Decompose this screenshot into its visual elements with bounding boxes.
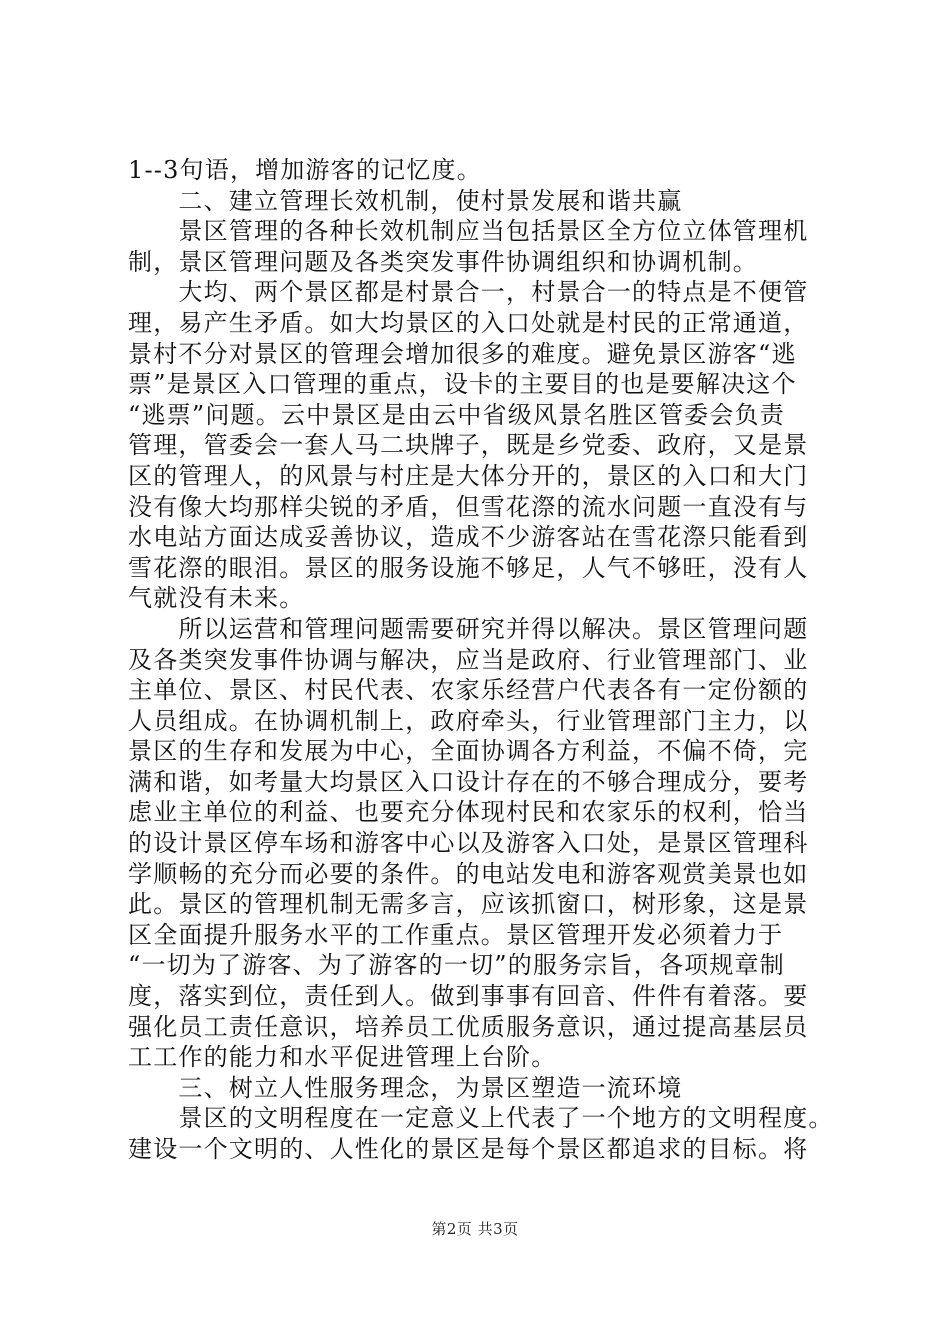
- text-line: 大均、两个景区都是村景合一，村景合一的特点是不便管: [128, 278, 809, 307]
- text-line: 强化员工责任意识，培养员工优质服务意识，通过提高基层员: [128, 1012, 809, 1041]
- text-line: 票”是景区入口管理的重点，设卡的主要目的也是要解决这个: [128, 370, 797, 399]
- text-line: 制，景区管理问题及各类突发事件协调组织和协调机制。: [128, 247, 758, 276]
- text-line: 水电站方面达成妥善协议，造成不少游客站在雪花漈只能看到: [128, 523, 809, 552]
- text-line: 人员组成。在协调机制上，政府牵头，行业管理部门主力，以: [128, 706, 809, 735]
- page-number: 第2页 共3页: [431, 1220, 519, 1238]
- text-line: 区的管理人，的风景与村庄是大体分开的，景区的入口和大门: [128, 461, 809, 490]
- text-line: 主单位、景区、村民代表、农家乐经营户代表各有一定份额的: [128, 676, 809, 705]
- text-line: 建设一个文明的、人性化的景区是每个景区都追求的目标。将: [128, 1135, 809, 1163]
- text-line: 理，易产生矛盾。如大均景区的入口处就是村民的正常通道，: [128, 308, 809, 337]
- page-footer: [0, 1219, 950, 1239]
- text-line: 及各类突发事件协调与解决，应当是政府、行业管理部门、业: [128, 645, 809, 674]
- text-line: “逃票”问题。云中景区是由云中省级风景名胜区管委会负责: [128, 400, 785, 429]
- text-line: 景村不分对景区的管理会增加很多的难度。避免景区游客“逃: [128, 339, 797, 368]
- text-line: 景区的生存和发展为中心，全面协调各方利益，不偏不倚，完: [128, 737, 809, 766]
- text-line: “一切为了游客、为了游客的一切”的服务宗旨，各项规章制: [128, 951, 785, 980]
- text-line: 1--3句语，增加游客的记忆度。: [128, 156, 482, 184]
- document-body: [128, 155, 840, 1165]
- text-line: 景区的文明程度在一定意义上代表了一个地方的文明程度。: [128, 1104, 834, 1133]
- text-line: 学顺畅的充分而必要的条件。的电站发电和游客观赏美景也如: [128, 859, 809, 888]
- text-line: 所以运营和管理问题需要研究并得以解决。景区管理问题: [128, 614, 809, 643]
- section-heading: 三、树立人性服务理念，为景区塑造一流环境: [128, 1073, 683, 1102]
- text-line: 没有像大均那样尖锐的矛盾，但雪花漈的流水问题一直没有与: [128, 492, 809, 521]
- text-line: 管理，管委会一套人马二块牌子，既是乡党委、政府，又是景: [128, 431, 809, 460]
- text-line: 雪花漈的眼泪。景区的服务设施不够足，人气不够旺，没有人: [128, 553, 809, 582]
- text-line: 工工作的能力和水平促进管理上台阶。: [128, 1043, 557, 1072]
- text-line: 度，落实到位，责任到人。做到事事有回音、件件有着落。要: [128, 982, 809, 1011]
- text-line: 虑业主单位的利益、也要充分体现村民和农家乐的权利，恰当: [128, 798, 809, 827]
- text-line: 此。景区的管理机制无需多言，应该抓窗口，树形象，这是景: [128, 890, 809, 919]
- text-line: 气就没有未来。: [128, 584, 305, 613]
- text-line: 区全面提升服务水平的工作重点。景区管理开发必须着力于: [128, 920, 784, 949]
- section-heading: 二、建立管理长效机制，使村景发展和谐共赢: [128, 186, 683, 215]
- text-line: 满和谐，如考量大均景区入口设计存在的不够合理成分，要考: [128, 767, 809, 796]
- text-line: 的设计景区停车场和游客中心以及游客入口处，是景区管理科: [128, 829, 809, 858]
- text-line: 景区管理的各种长效机制应当包括景区全方位立体管理机: [128, 217, 809, 246]
